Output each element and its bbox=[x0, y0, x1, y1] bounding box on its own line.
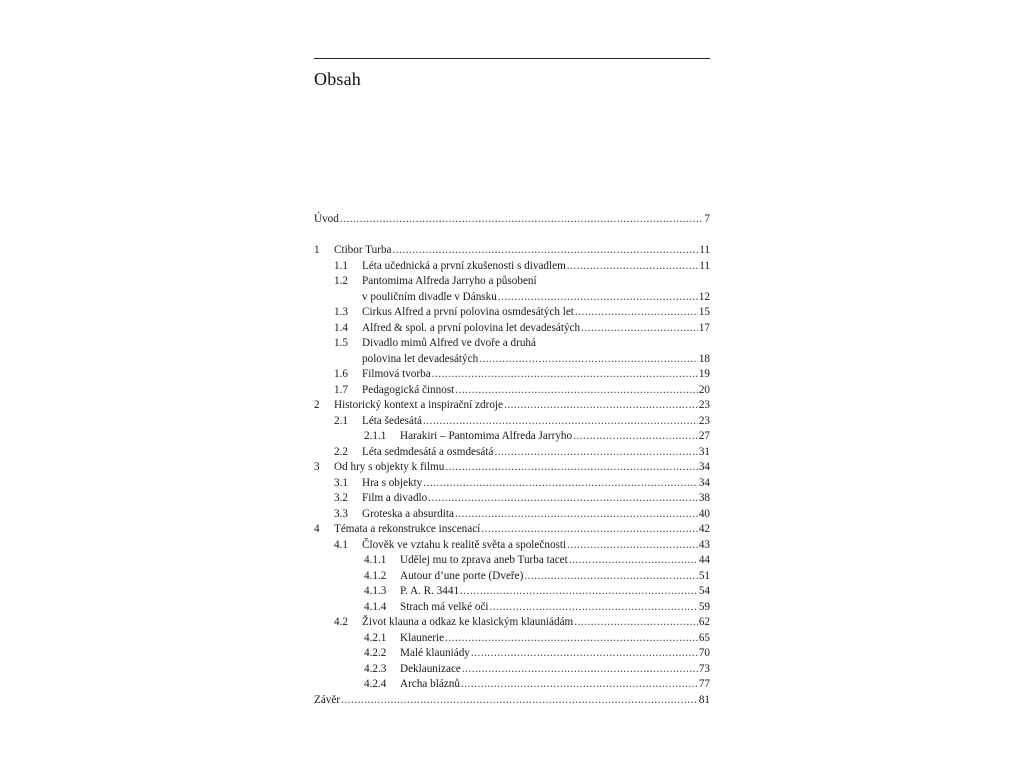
dot-leader bbox=[423, 476, 698, 492]
dot-leader bbox=[445, 460, 697, 476]
toc-entry-number: 2 bbox=[314, 399, 320, 411]
toc-entry bbox=[314, 274, 710, 290]
toc-entry-page: 34 bbox=[698, 461, 710, 473]
toc-entry bbox=[314, 336, 710, 352]
toc-entry-title: Alfred & spol. a první polovina let devadesátých bbox=[362, 321, 581, 334]
toc-entry bbox=[314, 662, 710, 678]
toc-entry-page: 77 bbox=[698, 678, 710, 690]
toc-entry-title: Od hry s objekty k filmu bbox=[334, 461, 445, 473]
toc-entry-title: Malé klauniády bbox=[400, 647, 470, 659]
toc-entry-page: 38 bbox=[698, 492, 710, 504]
toc-entry-title: Cirkus Alfred a první polovina osmdesátých let bbox=[362, 306, 574, 318]
toc-entry-page: 54 bbox=[698, 585, 710, 597]
toc-entry bbox=[314, 352, 710, 368]
toc-entry-number: 1.3 bbox=[334, 306, 348, 318]
toc-entry bbox=[314, 212, 710, 228]
toc-entry bbox=[314, 646, 710, 662]
toc-entry-title: Film a divadlo bbox=[362, 492, 428, 504]
toc-entry-page: 19 bbox=[698, 368, 710, 380]
toc-entry-page: 12 bbox=[698, 290, 710, 303]
dot-leader bbox=[573, 429, 698, 445]
toc-entry bbox=[314, 305, 710, 321]
toc-entry-title: Filmová tvorba bbox=[362, 368, 431, 380]
toc-entry-number: 1.5 bbox=[334, 337, 348, 349]
dot-leader bbox=[481, 522, 698, 538]
toc-entry bbox=[314, 600, 710, 616]
toc-entry-number: 1.6 bbox=[334, 368, 348, 380]
dot-leader bbox=[569, 553, 698, 569]
toc-entry bbox=[314, 414, 710, 430]
toc-entry bbox=[314, 615, 710, 631]
toc-entry-title: Klaunerie bbox=[400, 631, 445, 644]
toc-entry-number: 4.1 bbox=[334, 538, 348, 551]
dot-leader bbox=[490, 600, 698, 616]
toc-entry bbox=[314, 445, 710, 461]
dot-leader bbox=[445, 631, 698, 647]
toc-entry bbox=[314, 398, 710, 414]
toc-entry-number: 1.4 bbox=[334, 321, 348, 334]
dot-leader bbox=[498, 290, 698, 306]
toc-entry-title: Strach má velké oči bbox=[400, 600, 489, 613]
toc-entry-title: Deklaunizace bbox=[400, 662, 461, 675]
toc-entry-page: 11 bbox=[699, 244, 710, 256]
toc-entry bbox=[314, 522, 710, 538]
toc-entry bbox=[314, 491, 710, 507]
toc-entry-page: 40 bbox=[698, 507, 710, 520]
toc-entry-number: 3.1 bbox=[334, 476, 348, 489]
toc-entry-page: 11 bbox=[699, 259, 710, 272]
toc-entry-page: 65 bbox=[698, 631, 710, 644]
toc-entry-number: 3.2 bbox=[334, 492, 348, 504]
toc-entry bbox=[314, 553, 710, 569]
toc-entry-number: 1 bbox=[314, 244, 320, 256]
toc-entry-title: v pouličním divadle v Dánsku bbox=[362, 290, 497, 303]
toc-entry-title: Závěr bbox=[314, 693, 341, 706]
toc-entry-title: Autour d’une porte (Dveře) bbox=[400, 569, 524, 582]
toc-entry-page: 59 bbox=[698, 600, 710, 613]
toc-entry-page: 18 bbox=[698, 352, 710, 365]
dot-leader bbox=[461, 677, 698, 693]
dot-leader bbox=[567, 259, 698, 275]
toc-entry bbox=[314, 569, 710, 585]
toc-entry-page: 44 bbox=[698, 554, 710, 566]
dot-leader bbox=[428, 491, 698, 507]
toc-entry-number: 3 bbox=[314, 461, 320, 473]
toc-entry-title: Udělej mu to zprava aneb Turba tacet bbox=[400, 554, 568, 566]
toc-entry-page: 81 bbox=[698, 693, 710, 706]
dot-leader bbox=[341, 693, 698, 709]
toc-entry-title: Groteska a absurdita bbox=[362, 507, 454, 520]
toc-entry bbox=[314, 507, 710, 523]
top-rule bbox=[314, 58, 710, 59]
toc-entry bbox=[314, 383, 710, 399]
toc-entry-title: Harakiri – Pantomima Alfreda Jarryho bbox=[400, 430, 573, 442]
dot-leader bbox=[460, 584, 698, 600]
toc-entry-number: 4.2.2 bbox=[364, 647, 387, 659]
toc-entry-number: 2.2 bbox=[334, 445, 348, 458]
toc-entry bbox=[314, 243, 710, 259]
toc-entry-title: Život klauna a odkaz ke klasickým klauniádám bbox=[362, 616, 574, 628]
toc-entry-number: 2.1 bbox=[334, 414, 348, 427]
toc-entry-number: 4.2.4 bbox=[364, 678, 387, 690]
toc-entry-title: Hra s objekty bbox=[362, 476, 423, 489]
dot-leader bbox=[455, 383, 698, 399]
toc-entry-title: P. A. R. 3441 bbox=[400, 585, 460, 597]
toc-entry bbox=[314, 290, 710, 306]
toc-entry-title: Léta šedesátá bbox=[362, 414, 422, 427]
dot-leader bbox=[574, 615, 698, 631]
toc-entry bbox=[314, 259, 710, 275]
toc-entry bbox=[314, 429, 710, 445]
toc-entry-title: Ctibor Turba bbox=[334, 244, 392, 256]
toc-entry-title: Divadlo mimů Alfred ve dvoře a druhá bbox=[362, 337, 536, 349]
toc-entry-title: Historický kontext a inspirační zdroje bbox=[334, 399, 504, 411]
dot-leader bbox=[462, 662, 698, 678]
page-title: Obsah bbox=[314, 69, 361, 89]
dot-leader bbox=[494, 445, 697, 461]
toc-entry-title: polovina let devadesátých bbox=[362, 352, 479, 365]
dot-leader bbox=[455, 507, 698, 523]
toc-entry-title: Archa bláznů bbox=[400, 678, 460, 690]
toc-entry-title: Pedagogická činnost bbox=[362, 383, 455, 396]
toc-entry-title: Léta sedmdesátá a osmdesátá bbox=[362, 445, 494, 458]
toc-entry bbox=[314, 693, 710, 709]
dot-leader bbox=[340, 212, 704, 228]
toc-entry-number: 1.7 bbox=[334, 383, 348, 396]
table-of-contents bbox=[314, 212, 710, 708]
toc-entry bbox=[314, 321, 710, 337]
toc-entry-number: 4.1.3 bbox=[364, 585, 387, 597]
toc-entry-page: 42 bbox=[698, 523, 710, 535]
toc-entry-page: 43 bbox=[698, 538, 710, 551]
dot-leader bbox=[479, 352, 698, 368]
toc-entry-number: 4.1.2 bbox=[364, 569, 387, 582]
dot-leader bbox=[524, 569, 697, 585]
dot-leader bbox=[575, 305, 698, 321]
toc-entry-page: 34 bbox=[698, 476, 710, 489]
toc-entry-number: 1.1 bbox=[334, 259, 348, 272]
toc-entry-number: 4.2.3 bbox=[364, 662, 387, 675]
toc-entry-page: 31 bbox=[698, 445, 710, 458]
toc-entry-number: 4.2 bbox=[334, 616, 348, 628]
toc-entry-number: 3.3 bbox=[334, 507, 348, 520]
toc-entry-page: 70 bbox=[698, 647, 710, 659]
toc-entry-number: 1.2 bbox=[334, 275, 348, 287]
toc-entry-page: 23 bbox=[698, 399, 710, 411]
toc-entry-number: 4.1.1 bbox=[364, 554, 387, 566]
toc-entry bbox=[314, 677, 710, 693]
toc-entry bbox=[314, 538, 710, 554]
toc-entry-title: Témata a rekonstrukce inscenací bbox=[334, 523, 481, 535]
toc-entry-page: 51 bbox=[698, 569, 710, 582]
toc-entry-page: 62 bbox=[698, 616, 710, 628]
toc-entry-title: Pantomima Alfreda Jarryho a působení bbox=[362, 275, 537, 287]
dot-leader bbox=[567, 538, 698, 554]
dot-leader bbox=[504, 398, 698, 414]
toc-entry-page: 17 bbox=[698, 321, 710, 334]
toc-entry bbox=[314, 476, 710, 492]
toc-entry bbox=[314, 460, 710, 476]
toc-entry-page: 73 bbox=[698, 662, 710, 675]
dot-leader bbox=[471, 646, 698, 662]
toc-entry bbox=[314, 367, 710, 383]
toc-entry-page: 7 bbox=[704, 213, 710, 225]
toc-entry-title: Člověk ve vztahu k realitě světa a společnosti bbox=[362, 538, 567, 551]
toc-entry-number: 2.1.1 bbox=[364, 430, 387, 442]
toc-entry-page: 27 bbox=[698, 430, 710, 442]
toc-spacer bbox=[314, 228, 710, 244]
toc-entry-page: 23 bbox=[698, 414, 710, 427]
toc-entry bbox=[314, 584, 710, 600]
toc-entry-page: 20 bbox=[698, 383, 710, 396]
dot-leader bbox=[581, 321, 698, 337]
toc-entry-number: 4.1.4 bbox=[364, 600, 387, 613]
toc-entry-number: 4 bbox=[314, 523, 320, 535]
dot-leader bbox=[393, 243, 699, 259]
toc-entry bbox=[314, 631, 710, 647]
toc-entry-title: Léta učednická a první zkušenosti s divadlem bbox=[362, 259, 566, 272]
toc-entry-number: 4.2.1 bbox=[364, 631, 387, 644]
dot-leader bbox=[423, 414, 698, 430]
toc-entry-title: Úvod bbox=[314, 213, 339, 225]
dot-leader bbox=[432, 367, 698, 383]
toc-entry-page: 15 bbox=[698, 306, 710, 318]
